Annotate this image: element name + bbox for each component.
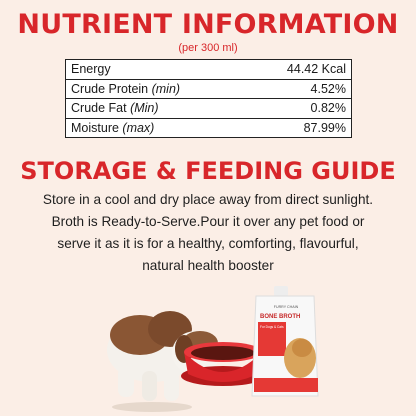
nutrient-name: Moisture [71,120,123,135]
nutrient-label [66,118,232,138]
product-pouch [250,286,322,405]
puppy-leg [164,371,179,401]
nutrient-label [66,99,232,119]
nutrient-label [66,79,232,99]
nutrient-value: 44.42 Kcal [232,60,352,80]
guide-text [4,189,412,277]
pouch-variant: For Dogs & Cats [260,325,284,329]
nutrient-value: 87.99% [232,118,352,138]
pouch-brand: FURRY CHAIN [273,305,299,309]
nutrient-qualifier: (max) [122,120,155,135]
puppy-leg [118,367,134,397]
pouch-dog-head [292,339,312,357]
nutrient-label [66,60,232,80]
pouch-cap [274,286,288,296]
puppy-leg [142,371,157,401]
bowl-inside [191,346,255,360]
nutrient-qualifier: (min) [151,81,181,96]
pouch-illustration [250,286,322,400]
page-title: NUTRIENT INFORMATION [17,9,399,40]
nutrient-name: Crude Fat [71,101,131,116]
guide-line: Store in a cool and dry place away from direct sunlight. [42,192,374,207]
guide-line: Broth is Ready-to-Serve.Pour it over any pet food or [51,214,365,229]
guide-title: STORAGE & FEEDING GUIDE [20,157,396,185]
page-subtitle: (per 300 ml) [178,42,238,54]
nutrient-name: Energy [71,62,111,77]
table-row [66,118,352,138]
nutrient-table [65,59,352,138]
nutrient-value: 0.82% [232,99,352,119]
table-row [66,79,352,99]
nutrient-name: Crude Protein [71,81,152,96]
table-row [66,99,352,119]
nutrient-qualifier: (Min) [130,101,159,116]
pouch-bottom-band [254,378,318,392]
nutrient-value: 4.52% [232,79,352,99]
pouch-product: BONE BROTH [260,314,301,320]
puppy-shadow [112,402,192,412]
table-row [66,60,352,80]
guide-line: natural health booster [142,258,274,273]
guide-line: serve it as it is for a healthy, comforting, flavourful, [57,236,359,251]
